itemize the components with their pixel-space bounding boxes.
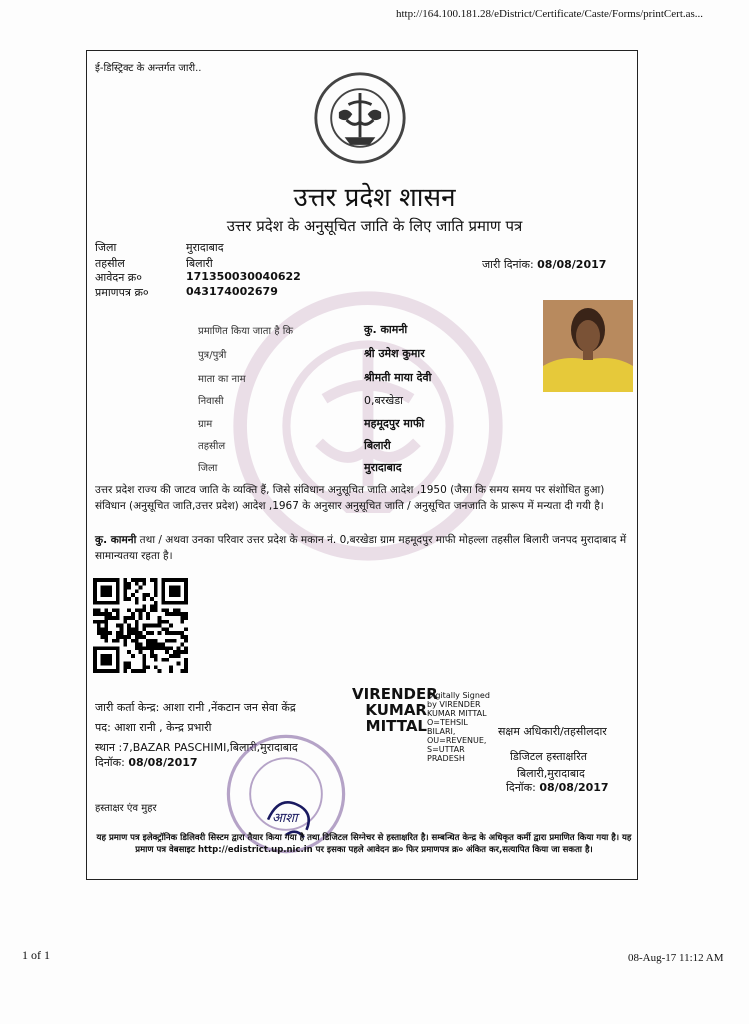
mother-label: माता का नाम (198, 374, 246, 385)
footer-note: यह प्रमाण पत्र इलेक्ट्रॉनिक डिलिवरी सिस्टम द्वारा तैयार किया गया है तथा डिजिटल सिग्नेचर से हस्ताक्षरित है। सम्बन्धित केन्द्र के अधिकृत कर्मी द्वारा प्रमाणित किया गया है। यह प्रमाण पत्र वेबसाइट http://edistrict.up.nic.in पर इसका पहले आवेदन क्र० फिर प्रमाणपत्र क्र० अंकित कर,सत्यापित किया जा सकता है। (96, 833, 632, 855)
residence-name: कु. कामनी (95, 534, 137, 546)
issuer-date-value: 08/08/2017 (128, 756, 198, 769)
district-label: जिला (95, 241, 117, 254)
issuer-post: पद: आशा रानी , केन्द्र प्रभारी (95, 721, 212, 734)
top-note: ई-डिस्ट्रिक्ट के अन्तर्गत जारी.. (95, 63, 202, 74)
print-timestamp: 08-Aug-17 11:12 AM (628, 952, 724, 964)
tehsil-label: तहसील (95, 257, 125, 270)
residence-statement (95, 532, 630, 564)
certificate-label: प्रमाणपत्र क्र० (95, 286, 149, 299)
resident-value: 0,बरखेडा (364, 394, 404, 407)
authority-sign: डिजिटल हस्ताक्षरित (510, 750, 587, 763)
mother-name: श्रीमती माया देवी (364, 371, 432, 384)
tehsil-value: बिलारी (186, 257, 213, 270)
residence-text: तथा / अथवा उनका परिवार उत्तर प्रदेश के मकान नं. 0,बरखेडा ग्राम महमूदपुर माफी मोहल्ला तहसील बिलारी जनपद मुरादाबाद में सामान्यतया रहता है। (95, 534, 627, 562)
issuer-place: स्थान :7,BAZAR PASCHIMI,बिलारी,मुरादाबाद (95, 741, 298, 754)
handwritten-signature: आशा (272, 811, 298, 826)
resident-label: निवासी (198, 396, 224, 407)
authority-date (506, 780, 609, 795)
field-district-label: जिला (198, 463, 218, 474)
village-label: ग्राम (198, 419, 213, 430)
digital-signature-details: Digitally Signed by VIRENDER KUMAR MITTAL O=TEHSIL BILARI, OU=REVENUE, S=UTTAR PRADESH (427, 691, 490, 763)
village-value: महमूदपुर माफी (364, 417, 425, 430)
field-tehsil-value: बिलारी (364, 439, 391, 452)
browser-url: http://164.100.181.28/eDistrict/Certificate/Caste/Forms/printCert.as... (396, 8, 704, 20)
up-emblem-icon (312, 70, 408, 166)
issuer-date (95, 755, 198, 770)
field-district-value: मुरादाबाद (364, 461, 402, 474)
digital-signer-name: VIRENDER KUMAR MITTAL (352, 685, 438, 735)
authority-date-label: दिनॉक: (506, 781, 536, 794)
applicant-photo (543, 300, 633, 392)
certify-label: प्रमाणित किया जाता है कि (198, 326, 294, 337)
issue-date-label: जारी दिनांक: (482, 258, 534, 271)
father-name: श्री उमेश कुमार (364, 347, 425, 360)
child-of-label: पुत्र/पुत्री (198, 350, 227, 361)
document-title: उत्तर प्रदेश शासन (293, 183, 456, 213)
authority-title: सक्षम अधिकारी/तहसीलदार (498, 725, 607, 738)
application-label: आवेदन क्र० (95, 271, 142, 284)
caste-statement: उत्तर प्रदेश राज्य की जाटव जाति के व्यक्ति हैं, जिसे संविधान अनुसूचित जाति आदेश ,1950 (जैसा कि समय समय पर संशोधित हुआ) संविधान (अनुसूचित जाति,उत्तर प्रदेश) आदेश ,1967 के अनुसार अनुसूचित जाति / अनुसूचित जनजाति के प्रारूप में मन्यता दी गयी है। (95, 484, 605, 512)
page-number: 1 of 1 (22, 948, 50, 962)
signature-label: हस्ताक्षर एंव मुहर (95, 803, 157, 814)
authority-date-value: 08/08/2017 (539, 781, 609, 794)
issuer-center: जारी कर्ता केन्द्र: आशा रानी ,नेंकटान जन सेवा केंद्र (95, 701, 296, 714)
issue-date-value: 08/08/2017 (537, 258, 607, 271)
field-tehsil-label: तहसील (198, 441, 226, 452)
application-number: 171350030040622 (186, 270, 301, 283)
issuer-date-label: दिनॉक: (95, 756, 125, 769)
document-subtitle: उत्तर प्रदेश के अनुसूचित जाति के लिए जाति प्रमाण पत्र (226, 217, 523, 235)
authority-place: बिलारी,मुरादाबाद (517, 767, 585, 780)
certificate-number: 043174002679 (186, 285, 278, 298)
district-value: मुरादाबाद (186, 241, 224, 254)
applicant-name: कु. कामनी (364, 323, 408, 336)
issue-date (482, 257, 606, 272)
qr-code-icon (93, 578, 188, 673)
